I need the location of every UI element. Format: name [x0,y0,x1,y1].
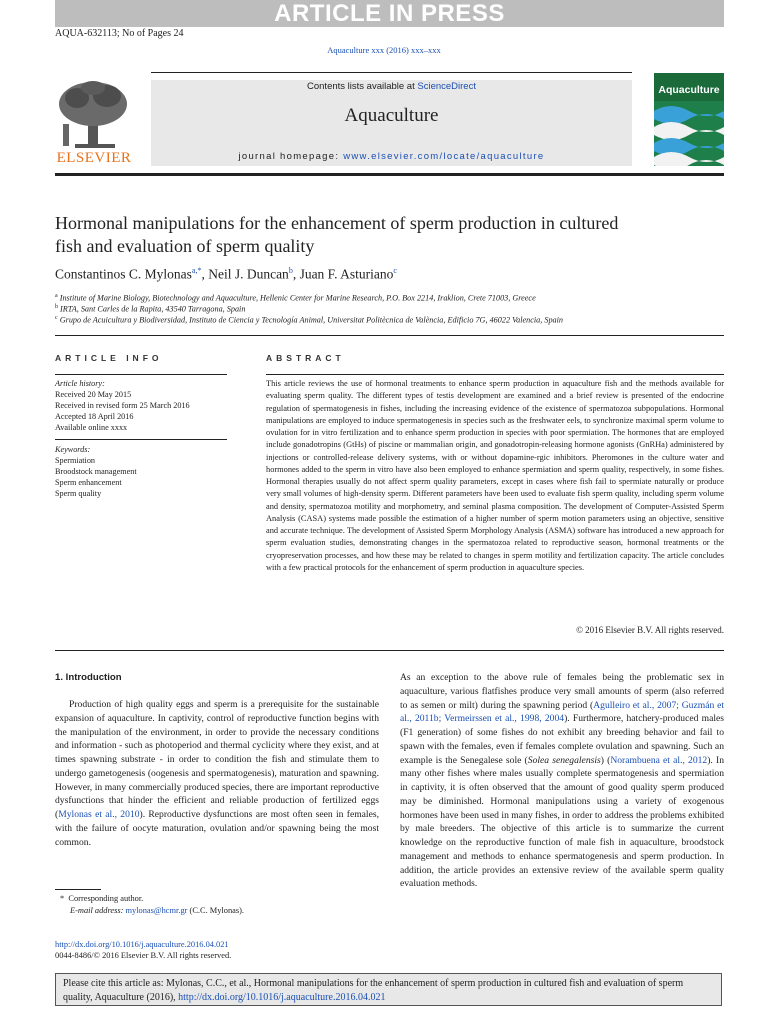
citation-link[interactable]: Mylonas et al., 2010 [58,809,140,820]
history-entry: Received in revised form 25 March 2016 [55,401,190,410]
history-entry: Received 20 May 2015 [55,390,132,399]
keywords-label: Keywords: [55,445,91,454]
section-rule [55,335,724,336]
citation-doi-link[interactable]: http://dx.doi.org/10.1016/j.aquaculture.2016.04.021 [178,991,386,1003]
contents-line: Contents lists available at ScienceDirect [307,81,476,92]
manuscript-id: AQUA-632113; No of Pages 24 [55,28,184,39]
journal-reference[interactable]: Aquaculture xxx (2016) xxx–xxx [327,45,441,55]
citation-box [55,973,722,1006]
history-entry: Accepted 18 April 2016 [55,412,134,421]
keywords-rule [55,439,227,440]
affiliation: $^c$ Grupo de Acuicultura y Biodiversidad, Instituto de Ciencia y Tecnología Animal, Universitat Politècnica de València, Edificio 7G, 46022 Valencia, Spain [55,315,564,325]
abstract-heading: ABSTRACT [266,353,345,363]
abstract-text: This article reviews the use of hormonal treatments to enhance sperm production in aquaculture fish and the methods available for evaluating sperm quality. The different types of testis development are examined and a brief review is presented of the endocrine regulation of spermatogenesis in fishes, including the increasing evidence of the existence of spermatozoa subpopulations. Hormonal manipulations are employed to induce spermatogenesis in species such as the freshwater eels, to synchronize maximal sperm volume to ovulation for in vitro fertilization and to enhance sperm production in species with poor spermiation. The hormones that are employed include gonadotropins (GtHs) of piscine or mammalian origin, and gonadotropin-releasing hormone agonists (GnRHa) administered by injections or controlled-release delivery systems, with or without dopamine-rgic inhibitors. Pheromones in the culture water and hormones added to the sperm in vitro have also been employed to enhance spermiation and sperm quality, respectively, in some fishes. Hormonal therapies usually do not affect sperm quality parameters, except in cases where fish fail to spermiate naturally or produce very small volumes of high-density sperm. Different parameters have been used to evaluate fish sperm quality, including sperm volume and density, spermatozoa motility and morphometry, and seminal plasma composition. The development of Computer-Assisted Sperm Analysis (CASA) systems made possible the estimation of a higher number of sperm motion parameters using an objective, sensitive and accurate technique. The development of Assisted Sperm Morphology Analysis (ASMA) software has introduced a new approach for sperm evaluation studies, demonstrating changes in the spermatozoa related to reproductive season, hormonal treatments or the cryopreservation processes, and how these may be related to changes in sperm motility and fertilization capacity. The article concludes with a few practical protocols for the enhancement of sperm production in aquaculture species. [266,379,724,572]
intro-paragraph: Production of high quality eggs and sperm is a prerequisite for the sustainable expansion of aquaculture. In captivity, control of reproductive function begins with the manipulation of the environment, in order to provide the necessary conditions and information - such as photoperiod and thermal cyclicity where they exist, and at times spawning substrate - in order to condition the fish and stimulate them to undergo gametogenesis (oogenesis and spermatogenesis), maturation and spawning. However, in many commercially produced species, there are important reproductive dysfunctions that hinder the efficient and reliable production of fertilized eggs (Mylonas et al., 2010). Reproductive dysfunctions are most often seen in females, with the failure of oocyte maturation, ovulation and/or spawning being the most common. [55,699,379,848]
author-name: Juan F. Asturiano [299,266,394,282]
keyword: Spermiation [55,456,96,465]
email-link[interactable]: mylonas@hcmr.gr [125,906,188,915]
citation-link[interactable]: Norambuena et al., 2012 [610,754,708,766]
header-top-rule [151,72,632,73]
issn-line: 0044-8486/© 2016 Elsevier B.V. All rights reserved. [55,951,232,960]
copyright-line: © 2016 Elsevier B.V. All rights reserved. [576,625,724,635]
history-entry: Available online xxxx [55,423,128,432]
journal-header-box [151,80,632,166]
author-affiliation-mark[interactable]: a,* [191,266,202,275]
sciencedirect-link[interactable]: ScienceDirect [417,81,476,92]
intro-heading: 1. Introduction [55,672,122,683]
cover-title: Aquaculture [658,84,720,96]
body-rule [55,650,724,651]
keyword: Sperm quality [55,489,102,498]
article-history [55,378,225,433]
article-in-press-banner: ARTICLE IN PRESS [55,0,724,27]
author-name: Constantinos C. Mylonas [55,266,192,282]
citation-text: Please cite this article as: Mylonas, C.C., et al., Hormonal manipulations for the enhancement of sperm production in cultured fish and evaluation of sperm quality, Aquaculture (2016), [63,978,684,1003]
abstract-rule [266,374,724,375]
elsevier-tree-icon [55,80,133,152]
article-info-heading: ARTICLE INFO [55,353,163,363]
intro-left-column [55,698,379,849]
cover-wave-graphic [654,101,724,166]
header-bottom-rule [55,173,724,176]
intro-paragraph: As an exception to the above rule of females being the problematic sex in aquaculture, various flatfishes produce very small amounts of sperm (also referred to as semen or milt) during the spawning period (Agulleiro et al., 2007; Guzmán et al., 2011b; Vermeirssen et al., 1998, 2004). Furthermore, hatchery-produced males (F1 generation) of some fishes do not exhibit any breeding behavior and fail to spawn with the females, even if females complete ovulation and spawning. Such an example is the Senegalese sole (Solea senegalensis) (Norambuena et al., 2012). In many other fishes where males usually complete spermatogenesis and spermiation in captivity, it is often observed that the amount of good quality sperm produced may be diminished. Hormonal manipulations using a variety of exogenous hormones have been used in many fishes, in order to address the problems exhibited by male breeders. The objective of this article is to summarize the current knowledge on the reproductive function of male fish in aquaculture, broodstock management and methods to enhance spermatogenesis and sperm production. In addition, the article provides an extensive review of the available sperm quality evaluation methods. [400,672,724,890]
corresponding-author-note: * Corresponding author. [60,894,144,903]
email-note: E-mail address: mylonas@hcmr.gr (C.C. Mylonas). [70,906,244,915]
journal-name: Aquaculture [344,105,439,126]
article-title: Hormonal manipulations for the enhancement of sperm production in cultured fish and evaluation of sperm quality [55,213,619,256]
article-info-rule [55,374,227,375]
author-affiliation-mark[interactable]: c [393,266,397,275]
elsevier-logo [55,80,133,166]
affiliation: $^a$ Institute of Marine Biology, Biotechnology and Aquaculture, Hellenic Center for Marine Research, P.O. Box 2214, Iraklion, Crete 71003, Greece [55,293,536,303]
journal-cover-image [654,73,724,166]
keyword: Sperm enhancement [55,478,122,487]
intro-right-column [400,671,724,891]
journal-homepage-line: journal homepage: www.elsevier.com/locate/aquaculture [238,151,545,162]
keyword: Broodstock management [55,467,137,476]
footnote-rule [55,889,101,890]
article-history-label: Article history: [55,379,105,388]
keywords [55,444,225,499]
doi-link[interactable]: http://dx.doi.org/10.1016/j.aquaculture.2016.04.021 [55,940,229,949]
author-name: Neil J. Duncan [208,266,289,282]
author-affiliation-mark[interactable]: b [288,266,293,275]
elsevier-wordmark: ELSEVIER [56,150,132,166]
species-name: Solea senegalensis [527,754,601,766]
journal-homepage-link[interactable]: www.elsevier.com/locate/aquaculture [343,151,545,162]
citation-link[interactable]: Agulleiro et al., 2007; Guzmán et al., 2011b; Vermeirssen et al., 1998, 2004 [400,699,724,725]
author-list: Constantinos C. Mylonas$^{a,*}$, Neil J. Duncan$^b$, Juan F. Asturiano$^c$ [55,266,397,282]
affiliation: $^b$ IRTA, Sant Carles de la Rapita, 43540 Tarragona, Spain [55,304,246,314]
footnote [60,893,244,917]
